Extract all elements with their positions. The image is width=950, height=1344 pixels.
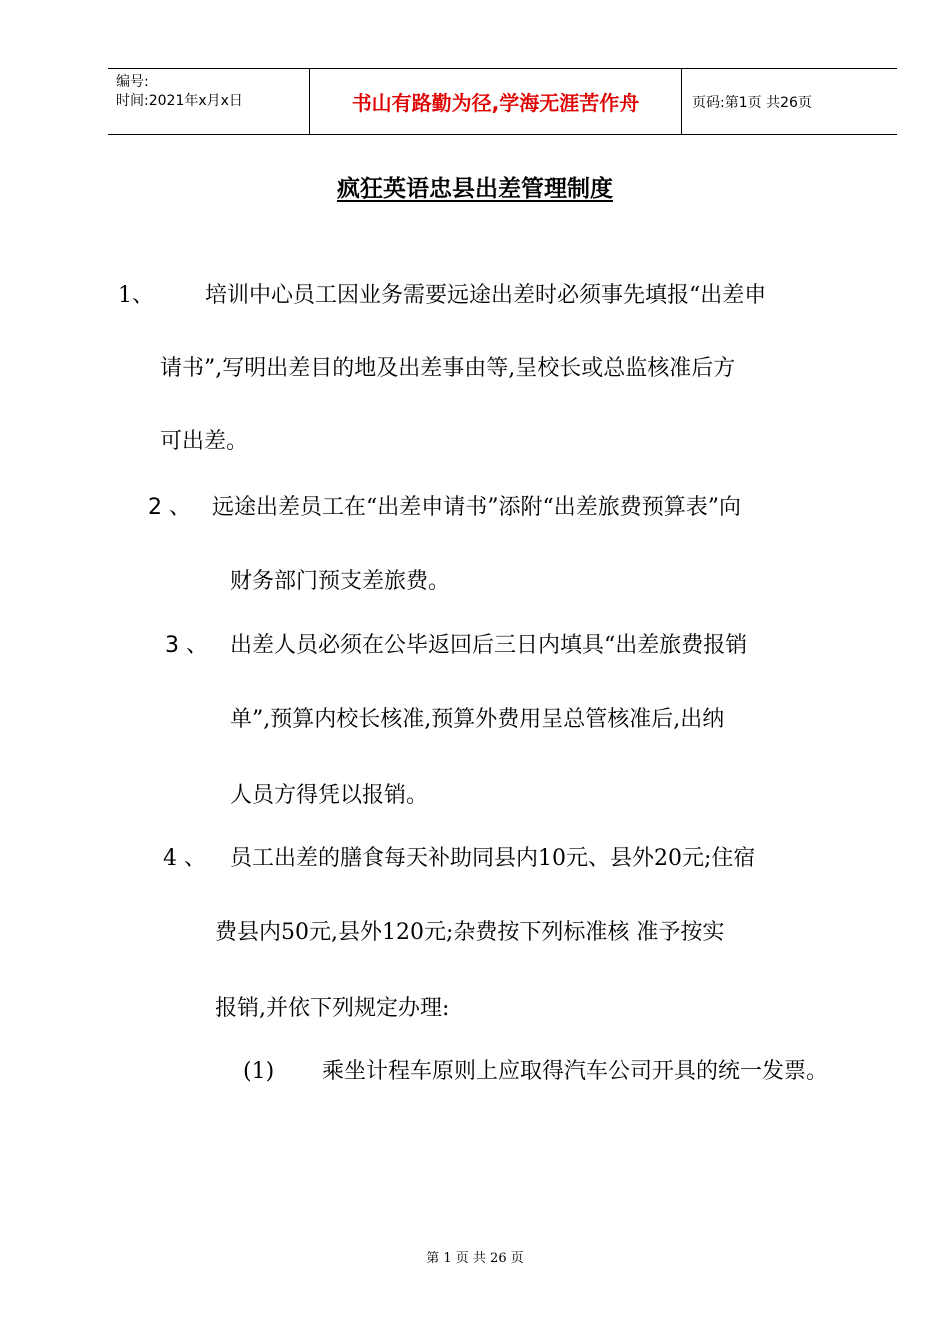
document-title-text: 疯狂英语忠县出差管理制度 xyxy=(337,176,613,202)
paragraph-line: 乘坐计程车原则上应取得汽车公司开具的统一发票。 xyxy=(322,1059,829,1084)
paragraph-line: 培训中心员工因业务需要远途出差时必须事先填报“出差申 xyxy=(205,283,767,308)
number-label: 编号: xyxy=(116,74,149,90)
paragraph-line: 报销,并依下列规定办理: xyxy=(215,996,450,1021)
page-footer: 第 1 页 共 26 页 xyxy=(426,1251,524,1266)
paragraph-line: 财务部门预支差旅费。 xyxy=(230,569,451,594)
paragraph-line: 远途出差员工在“出差申请书”添附“出差旅费预算表”向 xyxy=(212,495,741,520)
paragraph-line: 人员方得凭以报销。 xyxy=(230,783,429,808)
header-motto: 书山有路勤为径,学海无涯苦作舟 xyxy=(309,69,682,134)
time-label: 时间:2021年x月x日 xyxy=(116,93,243,109)
item-marker: 1、 xyxy=(118,283,154,308)
paragraph-line: 出差人员必须在公毕返回后三日内填具“出差旅费报销 xyxy=(230,633,748,658)
paragraph-line: 费县内50元,县外120元;杂费按下列标准核 准予按实 xyxy=(215,920,725,945)
header-meta xyxy=(108,69,309,134)
paragraph-line: 可出差。 xyxy=(160,429,249,454)
item-marker: 4 、 xyxy=(163,846,206,871)
item-marker: 3 、 xyxy=(165,633,208,658)
paragraph-line: 请书”,写明出差目的地及出差事由等,呈校长或总监核准后方 xyxy=(160,356,736,381)
paragraph-line: 员工出差的膳食每天补助同县内10元、县外20元;住宿 xyxy=(230,846,756,871)
header-page-info: 页码:第1页 共26页 xyxy=(692,94,812,111)
item-marker: (1) xyxy=(243,1059,275,1084)
item-marker: 2 、 xyxy=(148,495,191,520)
page-header xyxy=(108,68,897,135)
document-title xyxy=(0,170,950,203)
paragraph-line: 单”,预算内校长核准,预算外费用呈总管核准后,出纳 xyxy=(230,707,725,732)
